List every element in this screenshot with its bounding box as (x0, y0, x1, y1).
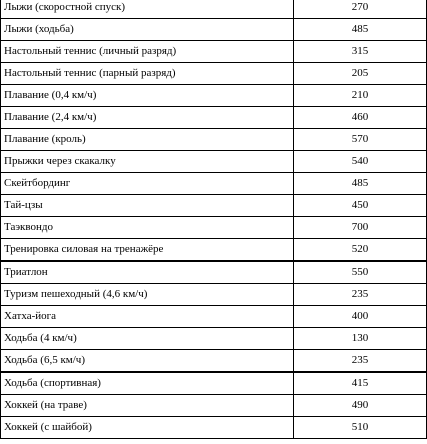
table-row (1, 372, 427, 395)
table-row (1, 85, 427, 107)
activity-name-cell: Таэквондо (1, 217, 294, 239)
activity-name-cell: Скейтбординг (1, 173, 294, 195)
calorie-value-cell: 485 (294, 173, 427, 195)
table-row (1, 284, 427, 306)
activity-name-cell: Туризм пешеходный (4,6 км/ч) (1, 284, 294, 306)
activity-name-cell: Прыжки через скакалку (1, 151, 294, 173)
table-row (1, 107, 427, 129)
calorie-value-cell: 490 (294, 395, 427, 417)
activity-name-cell: Плавание (2,4 км/ч) (1, 107, 294, 129)
table-row (1, 239, 427, 262)
activity-name-cell: Тренировка силовая на тренажёре (1, 239, 294, 262)
table-body (1, 0, 427, 439)
calorie-value-cell: 510 (294, 417, 427, 439)
activity-name-cell: Настольный теннис (личный разряд) (1, 41, 294, 63)
activity-name-cell: Ходьба (6,5 км/ч) (1, 350, 294, 373)
calorie-value-cell: 315 (294, 41, 427, 63)
calorie-value-cell: 540 (294, 151, 427, 173)
table-row (1, 129, 427, 151)
calorie-value-cell: 235 (294, 350, 427, 373)
activity-name-cell: Хоккей (с шайбой) (1, 417, 294, 439)
table-row (1, 395, 427, 417)
table-row (1, 417, 427, 439)
calorie-value-cell: 210 (294, 85, 427, 107)
calorie-value-cell: 570 (294, 129, 427, 151)
activity-name-cell: Ходьба (4 км/ч) (1, 328, 294, 350)
calorie-value-cell: 550 (294, 261, 427, 284)
activity-name-cell: Плавание (0,4 км/ч) (1, 85, 294, 107)
table-row (1, 261, 427, 284)
activity-name-cell: Лыжи (ходьба) (1, 19, 294, 41)
activity-name-cell: Триатлон (1, 261, 294, 284)
table-row (1, 328, 427, 350)
activity-name-cell: Хоккей (на траве) (1, 395, 294, 417)
calorie-value-cell: 400 (294, 306, 427, 328)
table-row (1, 350, 427, 373)
calorie-value-cell: 460 (294, 107, 427, 129)
activity-name-cell: Лыжи (скоростной спуск) (1, 0, 294, 19)
table-row (1, 0, 427, 19)
table-row (1, 173, 427, 195)
calorie-value-cell: 270 (294, 0, 427, 19)
calorie-value-cell: 450 (294, 195, 427, 217)
activity-name-cell: Хатха-йога (1, 306, 294, 328)
activity-name-cell: Плавание (кроль) (1, 129, 294, 151)
calorie-value-cell: 130 (294, 328, 427, 350)
activity-name-cell: Настольный теннис (парный разряд) (1, 63, 294, 85)
calorie-value-cell: 700 (294, 217, 427, 239)
calorie-value-cell: 205 (294, 63, 427, 85)
table-row (1, 306, 427, 328)
table-row (1, 19, 427, 41)
activity-name-cell: Тай-цзы (1, 195, 294, 217)
calorie-value-cell: 235 (294, 284, 427, 306)
table-row (1, 63, 427, 85)
table-row (1, 41, 427, 63)
calorie-value-cell: 415 (294, 372, 427, 395)
activity-name-cell: Ходьба (спортивная) (1, 372, 294, 395)
table-row (1, 151, 427, 173)
table-row (1, 195, 427, 217)
table-row (1, 217, 427, 239)
calorie-value-cell: 485 (294, 19, 427, 41)
calorie-value-cell: 520 (294, 239, 427, 262)
